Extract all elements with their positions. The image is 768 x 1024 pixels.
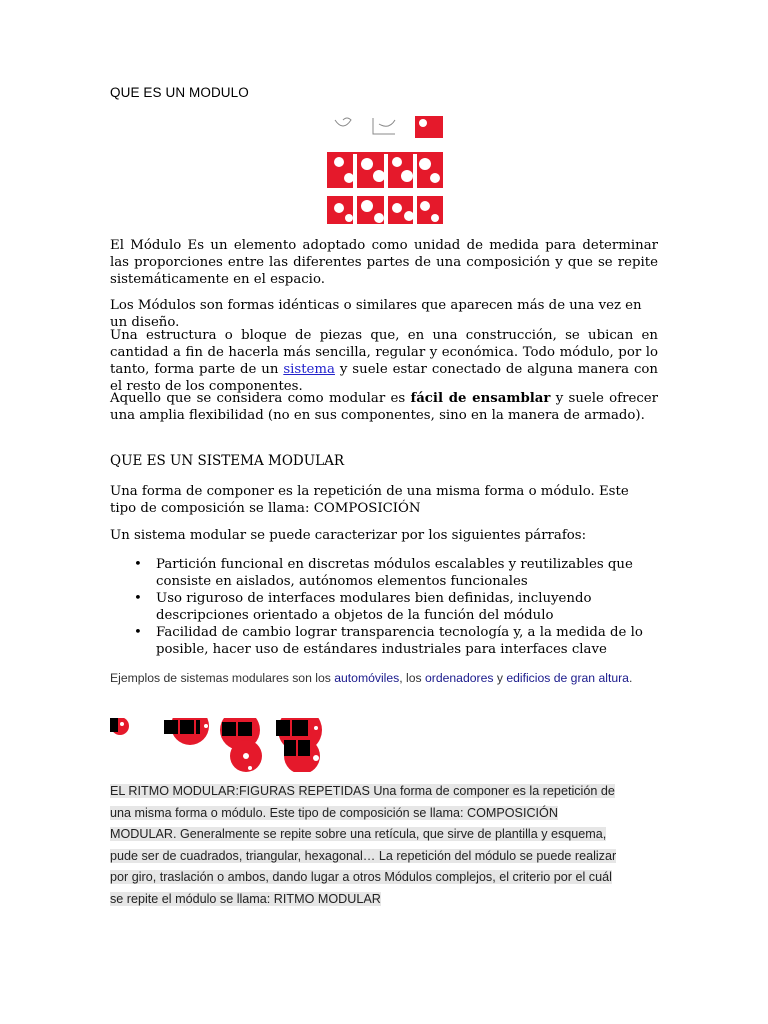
modular-rhythm-image — [110, 718, 324, 772]
ritmo-modular-block — [110, 781, 660, 910]
heading-sistema-modular: QUE ES UN SISTEMA MODULAR — [110, 453, 344, 469]
paragraph-ejemplos — [110, 670, 658, 688]
ritmo-line — [110, 781, 660, 803]
ritmo-line — [110, 824, 660, 846]
ejemplos-text: Ejemplos de sistemas modulares son los — [110, 671, 335, 685]
sistema-link[interactable]: sistema — [283, 362, 335, 377]
paragraph-formas-identicas: Los Módulos son formas idénticas o similares que aparecen más de una vez en un diseño. — [110, 298, 642, 330]
p4-text-after: y suele ofrecer una amplia flexibilidad (no en sus componentes, sino en la manera de armado). — [110, 391, 659, 423]
paragraph-estructura — [110, 327, 658, 395]
ejemplos-text: y — [493, 671, 507, 685]
ritmo-line-text: pude ser de cuadrados, triangular, hexagonal… La repetición del módulo se puede realizar — [110, 848, 617, 863]
p3-text-after: y suele estar conectado de alguna manera con el resto de los componentes. — [110, 362, 658, 394]
paragraph-definicion: El Módulo Es un elemento adoptado como unidad de medida para determinar las proporciones entre las diferentes partes de una composición y que se repite sistemáticamente en el espacio. — [110, 238, 658, 287]
automoviles-link[interactable]: automóviles — [334, 671, 400, 685]
module-pattern-image — [327, 116, 443, 224]
p4-text-before: Aquello que se considera como modular es — [110, 391, 411, 406]
ritmo-line-text: una misma forma o módulo. Este tipo de composición se llama: COMPOSICIÓN — [110, 805, 558, 820]
p3-text-before: Una estructura o bloque de piezas que, en una construcción, se ubican en cantidad a fin de hacerla más sencilla, regular y económica. Todo módulo, por lo tanto, forma parte de un — [110, 328, 658, 377]
list-item: • Uso riguroso de interfaces modulares bien definidas, incluyendo descripciones orientado a objetos de la función del módulo — [110, 590, 658, 624]
ejemplos-text: . — [628, 671, 633, 685]
list-item: • Facilidad de cambio lograr transparencia tecnología y, a la medida de lo posible, hacer uso de estándares industriales para interfaces clave — [110, 624, 658, 658]
edificios-link[interactable]: edificios de gran altura — [506, 671, 629, 685]
paragraph-composicion: Una forma de componer es la repetición de una misma forma o módulo. Este tipo de composición se llama: COMPOSICIÓN — [110, 484, 629, 516]
ritmo-line-text: se repite el módulo se llama: RITMO MODULAR — [110, 891, 381, 906]
paragraph-caracterizar: Un sistema modular se puede caracterizar por los siguientes párrafos: — [110, 528, 587, 543]
ritmo-line — [110, 846, 660, 868]
ordenadores-link[interactable]: ordenadores — [425, 671, 494, 685]
ritmo-line — [110, 889, 660, 911]
ritmo-line — [110, 867, 660, 889]
ritmo-line-text: por giro, traslación o ambos, dando lugar a otros Módulos complejos, el criterio por el cuál — [110, 870, 612, 884]
ritmo-line-text: EL RITMO MODULAR:FIGURAS REPETIDAS Una forma de componer es la repetición de — [110, 784, 615, 798]
ritmo-line-text: MODULAR. Generalmente se repite sobre una retícula, que sirve de plantilla y esquema, — [110, 827, 607, 841]
list-item: • Partición funcional en discretas módulos escalables y reutilizables que consiste en aislados, autónomos elementos funcionales — [110, 556, 658, 590]
characteristics-list — [110, 556, 658, 658]
ejemplos-text: , los — [399, 671, 426, 685]
p4-bold-text: fácil de ensamblar — [410, 391, 551, 406]
paragraph-ensamblar — [110, 390, 658, 424]
heading-que-es-un-modulo: QUE ES UN MODULO — [110, 85, 249, 100]
ritmo-line — [110, 803, 660, 825]
